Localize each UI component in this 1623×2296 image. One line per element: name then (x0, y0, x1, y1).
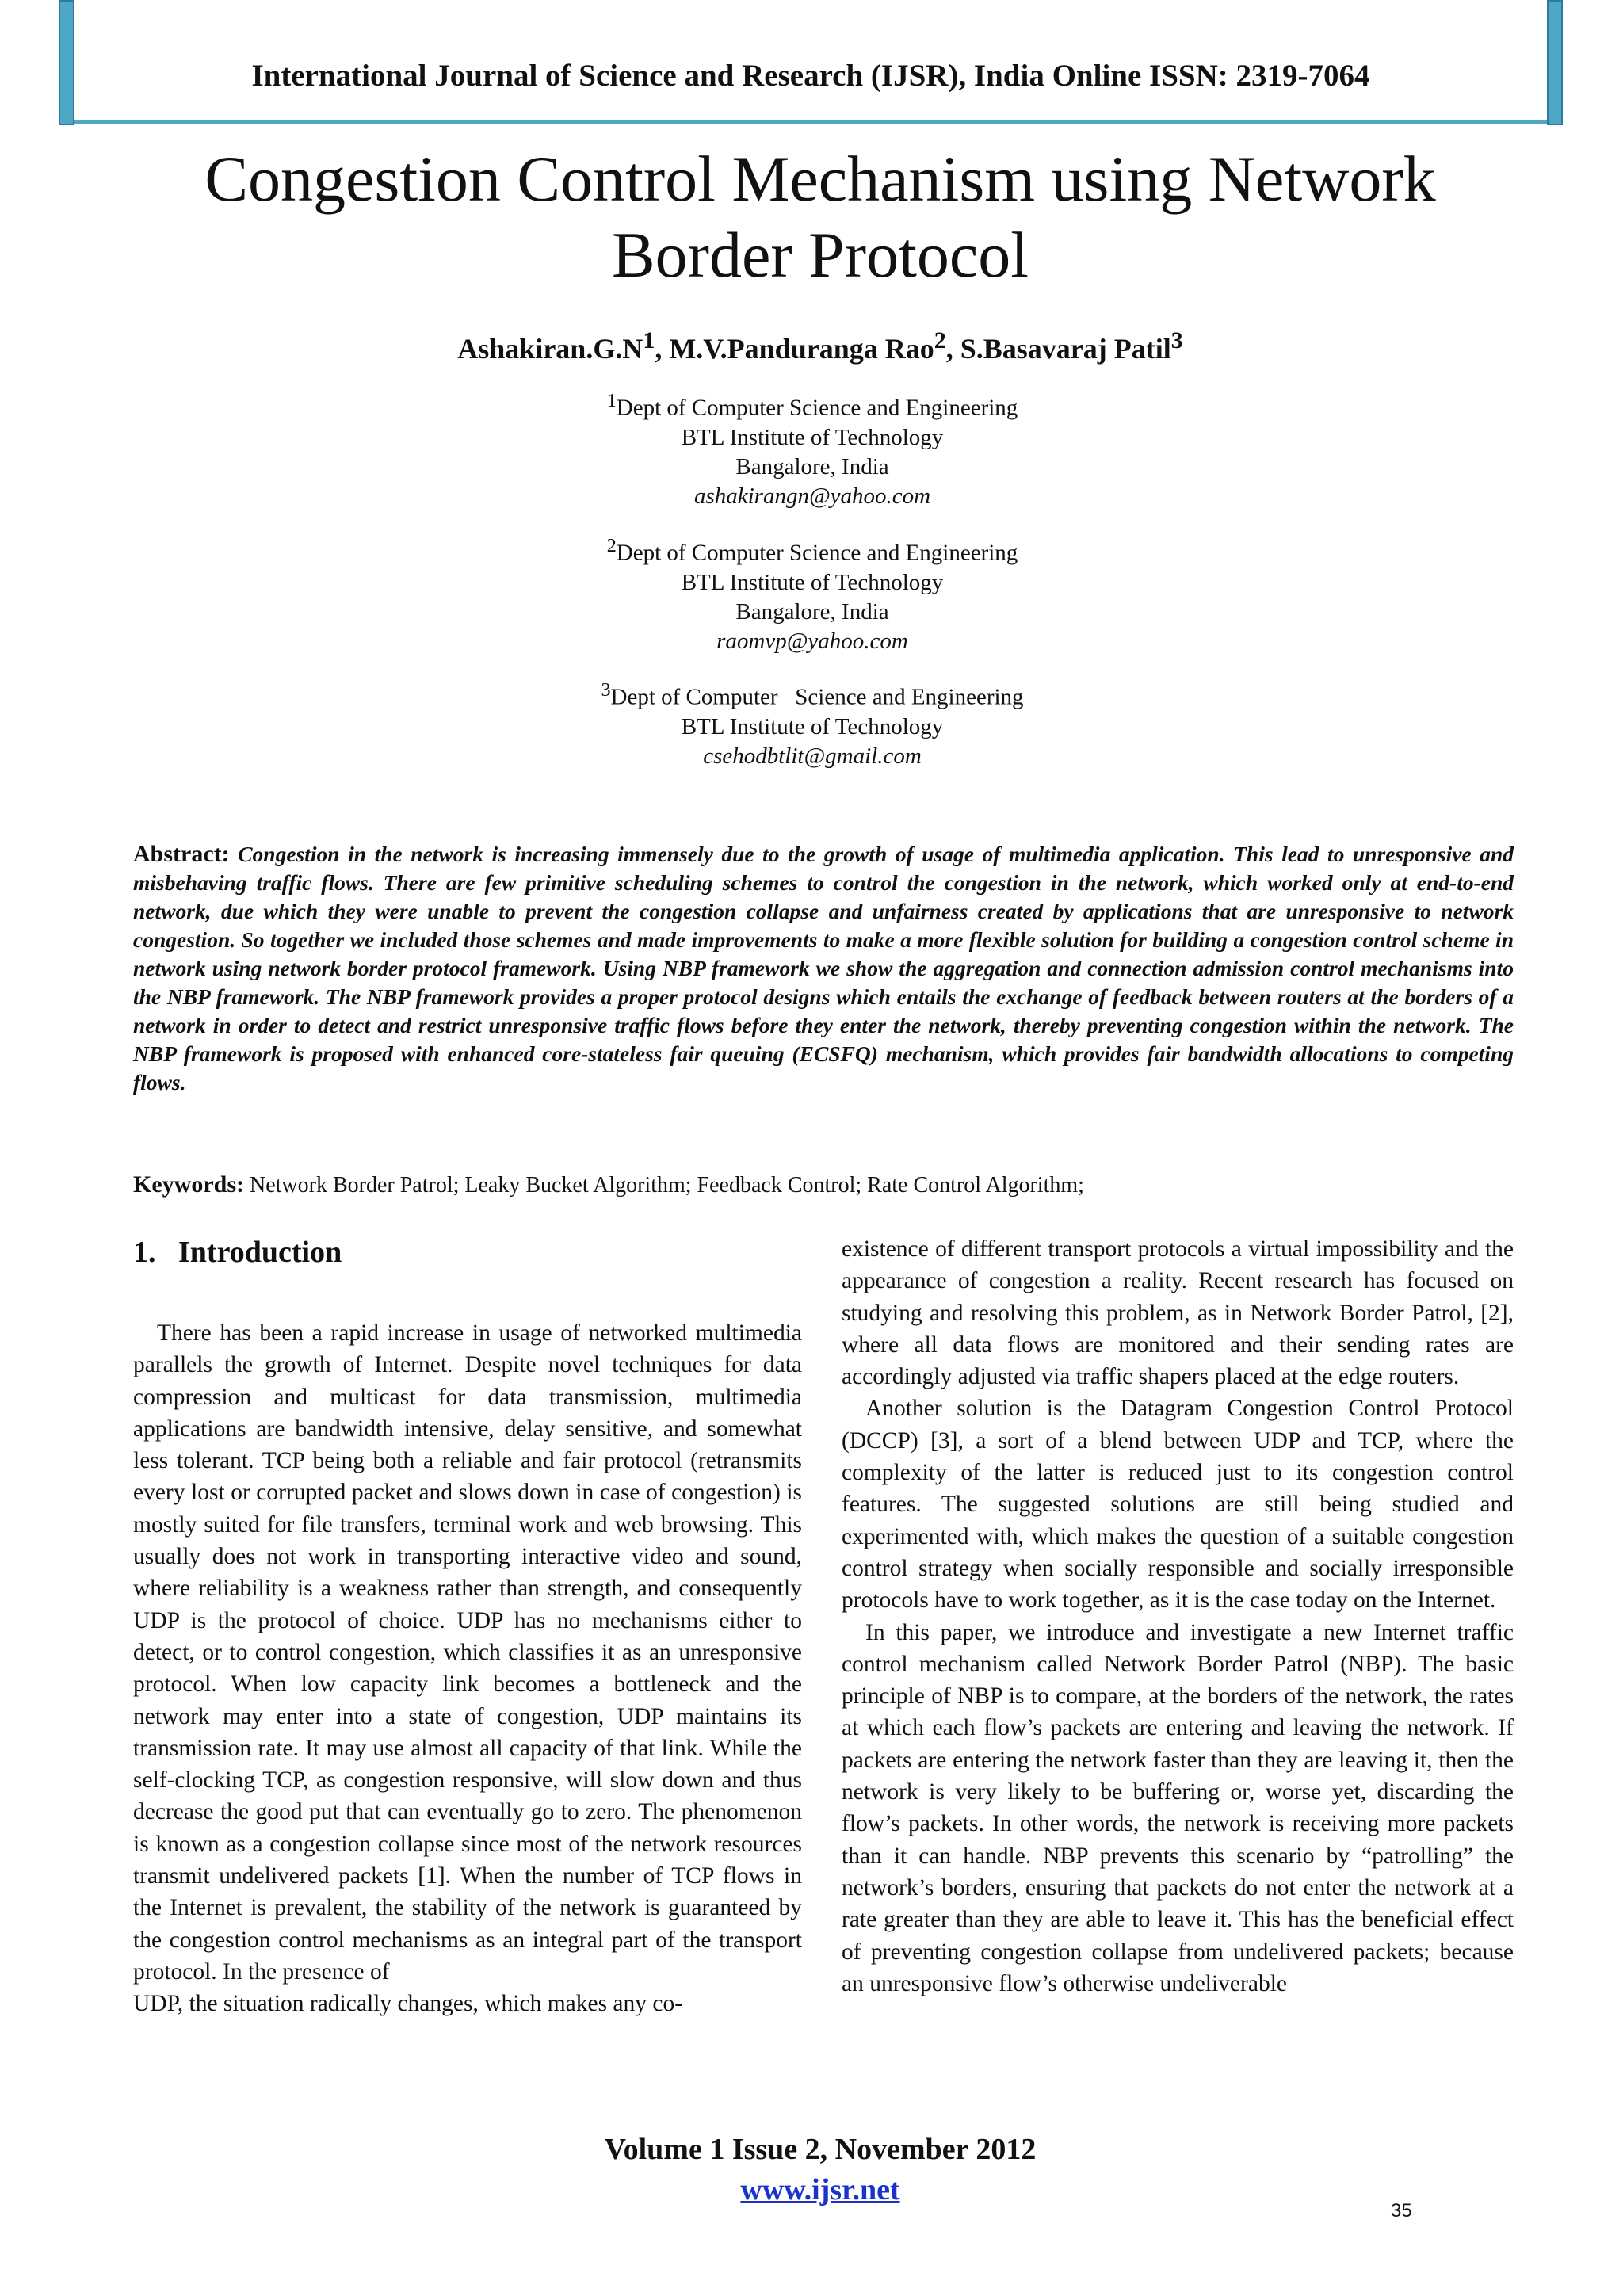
affiliation-mark: 3 (601, 679, 611, 701)
body-paragraph: Another solution is the Datagram Congestion Control Protocol (DCCP) [3], a sort of a blend between UDP and TCP, where the complexity of the latter is reduced just to its congestion control features. The suggested solutions are still being studied and experimented with, which makes the question of a suitable congestion control strategy when socially responsible and socially irresponsible protocols have to work together, as it is the case today on the Internet. (842, 1396, 1514, 1614)
journal-header: International Journal of Science and Research (IJSR), India Online ISSN: 2319-7064 (251, 59, 1370, 93)
affiliation-block (238, 675, 1387, 771)
author-name: M.V.Panduranga Rao (669, 333, 934, 365)
keywords-text: Network Border Patrol; Leaky Bucket Algorithm; Feedback Control; Rate Control Algorithm; (249, 1173, 1084, 1198)
body-column-right (842, 1233, 1514, 2000)
affiliation-mark: 1 (606, 390, 617, 411)
body-paragraph: There has been a rapid increase in usage of networked multimedia parallels the growth of Internet. Despite novel techniques for data compression and multicast for data transmission, multimedia applications are bandwidth intensive, delay sensitive, and somewhat less tolerant. TCP being both a reliable and fair protocol (retransmits every lost or corrupted packet and slows down in case of congestion) is mostly suited for file transfers, terminal work and web browsing. This usually does not work in transporting interactive video and sound, where reliability is a weakness rather than strength, and consequently UDP is the protocol of choice. UDP has no mechanisms either to detect, or to control congestion, which classifies it as an unresponsive protocol. When low capacity link becomes a bottleneck and the network may enter into a state of congestion, UDP maintains its transmission rate. It may use almost all capacity of that link. While the self-clocking TCP, as congestion responsive, will slow down and thus decrease the good put that can eventually go to zero. The phenomenon is known as a congestion collapse since most of the network resources transmit undelivered packets [1]. When the number of TCP flows in the Internet is prevalent, the stability of the network is guaranteed by the congestion control mechanisms as an integral part of the transport protocol. In the presence of (133, 1320, 802, 1985)
affiliation-location: Bangalore, India (735, 453, 889, 479)
affiliation-email: raomvp@yahoo.com (716, 628, 908, 654)
author-name: Ashakiran.G.N (457, 333, 643, 365)
journal-link[interactable]: www.ijsr.net (740, 2173, 900, 2206)
header-accent-bar-right (1547, 0, 1563, 125)
body-paragraph: UDP, the situation radically changes, which makes any co- (133, 1991, 683, 2017)
affiliation-location: Bangalore, India (735, 598, 889, 625)
affiliation-institute: BTL Institute of Technology (681, 713, 944, 739)
section-title: Introduction (178, 1236, 342, 1269)
body-paragraph: In this paper, we introduce and investigate a new Internet traffic control mechanism called Network Border Patrol (NBP). The basic principle of NBP is to compare, at the borders of the network, the rates at which each flow’s packets are entering and leaving the network. If packets are entering the network faster than they are leaving it, then the network is very likely to be buffering or, worse yet, discarding the flow’s packets. In other words, the network is receiving more packets than it can handle. NBP prevents this scenario by “patrolling” the network’s borders, ensuring that packets do not enter the network at a rate greater than they are able to leave it. This has the beneficial effect of preventing congestion collapse from undelivered packets; because an unresponsive flow’s otherwise undeliverable (842, 1619, 1514, 1996)
affiliation-institute: BTL Institute of Technology (681, 569, 944, 595)
affiliation-dept: Dept of Computer Science and Engineering (610, 684, 1024, 710)
affiliation-mark: 2 (606, 535, 617, 556)
author-affiliation-mark: 2 (934, 327, 946, 353)
author-affiliation-mark: 1 (643, 327, 655, 353)
affiliation-email: ashakirangn@yahoo.com (693, 483, 931, 509)
affiliation-block (238, 386, 1387, 511)
affiliation-dept: Dept of Computer Science and Engineering (616, 395, 1018, 421)
section-number: 1. (133, 1236, 156, 1269)
paper-title-line-2: Border Protocol (611, 219, 1029, 291)
affiliation-institute: BTL Institute of Technology (681, 424, 944, 450)
header-accent-bar-left (59, 0, 74, 125)
affiliation-dept: Dept of Computer Science and Engineering (616, 540, 1018, 566)
paper-title-line-1: Congestion Control Mechanism using Network (204, 143, 1436, 215)
author-affiliation-mark: 3 (1170, 327, 1183, 353)
body-column-left (133, 1317, 802, 2020)
abstract-label: Abstract: (133, 841, 230, 867)
footer-url (127, 2172, 1514, 2208)
affiliation-email: csehodbtlit@gmail.com (703, 743, 922, 769)
section-heading (133, 1233, 342, 1271)
author-name: S.Basavaraj Patil (960, 333, 1171, 365)
abstract (133, 840, 1514, 1097)
paper-title (127, 141, 1514, 293)
footer-volume: Volume 1 Issue 2, November 2012 (604, 2133, 1037, 2166)
affiliation-block (238, 531, 1387, 656)
author-list: $Ashakiran.G.N^1$, M.V.Panduranga Rao$^2$, S.Basavaraj Patil$^3$ (457, 327, 1183, 365)
keywords-label: Keywords: (133, 1171, 244, 1198)
keywords (133, 1171, 1514, 1200)
header-rule (74, 120, 1547, 124)
body-paragraph: existence of different transport protocols a virtual impossibility and the appearance of congestion a reality. Recent research has focused on studying and resolving this problem, as in Network Border Patrol, [2], where all data flows are monitored and their sending rates are accordingly adjusted via traffic shapers placed at the edge routers. (842, 1236, 1514, 1390)
page-number: 35 (1391, 2200, 1412, 2222)
abstract-text: Congestion in the network is increasing immensely due to the growth of usage of multimedia application. This lead to unresponsive and misbehaving traffic flows. There are few primitive scheduling schemes to control the congestion in the network, which worked only at end-to-end network, due which they were unable to prevent the congestion collapse and unfairness created by applications that are unresponsive to network congestion. So together we included those schemes and made improvements to make a more flexible solution for building a congestion control scheme in network using network border protocol framework. Using NBP framework we show the aggregation and connection admission control mechanisms into the NBP framework. The NBP framework provides a proper protocol designs which entails the exchange of feedback between routers at the borders of a network in order to detect and restrict unresponsive traffic flows before they enter the network, thereby preventing congestion within the network. The NBP framework is proposed with enhanced core-stateless fair queuing (ECSFQ) mechanism, which provides fair bandwidth allocations to competing flows. (133, 842, 1514, 1095)
